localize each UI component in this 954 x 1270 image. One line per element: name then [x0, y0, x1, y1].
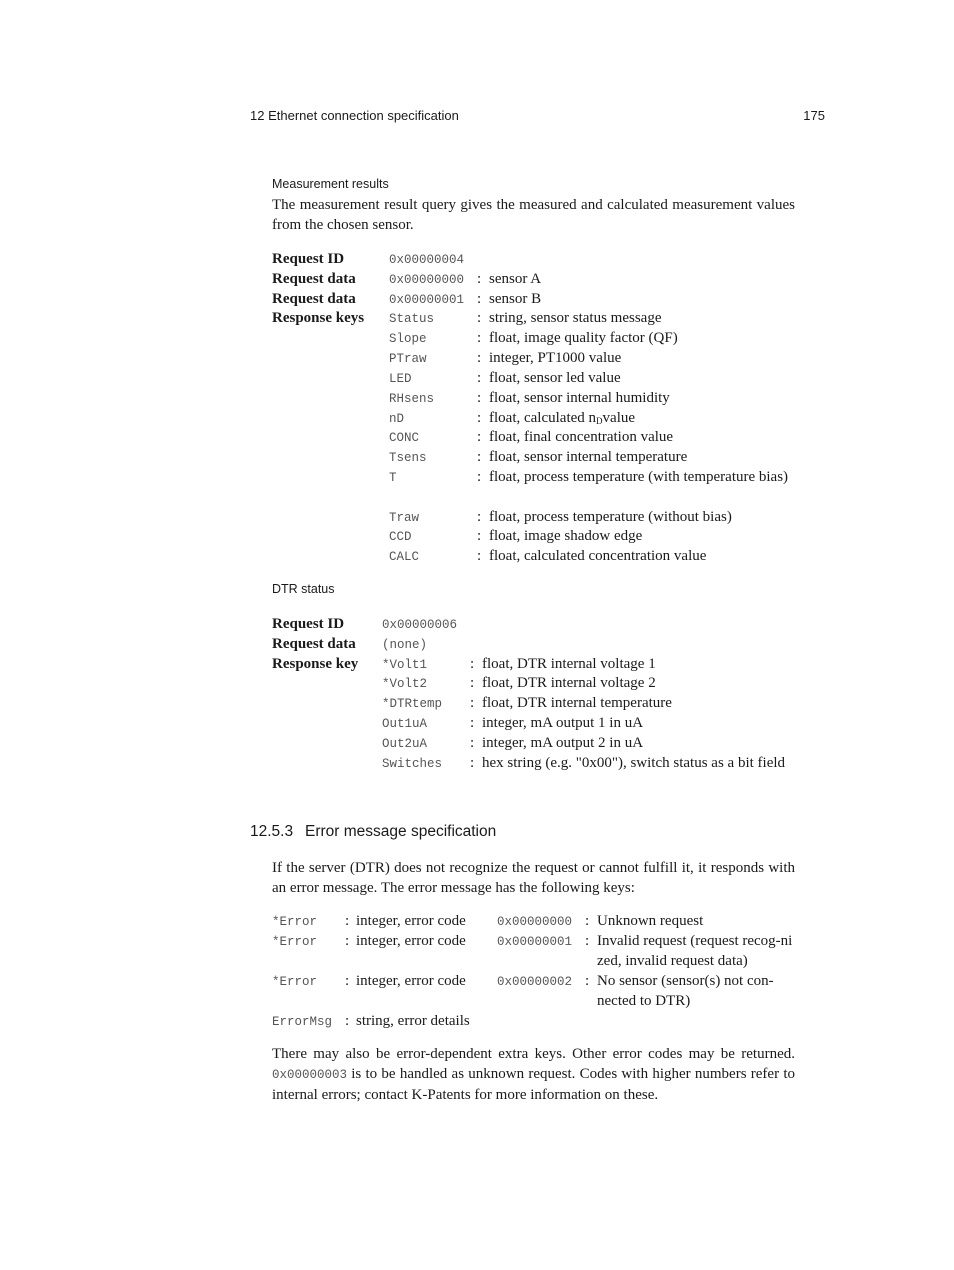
dtr-key-desc: float, DTR internal voltage 1 [482, 656, 656, 672]
error-desc: Unknown request [597, 913, 704, 929]
response-key-row: Tsens : float, sensor internal temperature [272, 447, 795, 467]
chapter-title: 12 Ethernet connection specification [250, 108, 459, 123]
dtr-key-desc: integer, mA output 1 in uA [482, 715, 644, 731]
closing-sentence-1: There may also be error-dependent extra keys. Other error codes may be returned. [272, 1046, 795, 1062]
dtr-key-code: *DTRtemp [382, 697, 443, 711]
dtr-key-code: Out1uA [382, 717, 428, 731]
error-key: *Error [272, 935, 318, 949]
response-key-desc: float, calculated $n_Dvalue$ [489, 410, 636, 426]
response-key-desc: float, sensor internal humidity [489, 390, 670, 406]
request-data-row: Request data 0x00000001 : sensor B [272, 289, 795, 309]
error-row: *Error : integer, error code 0x00000001 : Invalid request (request recog-nized, invalid request data) [272, 931, 795, 971]
response-key-row: CALC : float, calculated concentration value [272, 546, 795, 566]
dtr-request-data-label: Request data [272, 636, 356, 652]
request-data-label: Request data [272, 271, 356, 287]
error-type: integer, error code [356, 973, 466, 989]
response-key-code: RHsens [389, 392, 435, 406]
error-key: ErrorMsg [272, 1015, 333, 1029]
error-desc: Invalid request (request recog-nized, invalid request data) [597, 933, 793, 969]
response-key-desc: float, process temperature (with temperature bias) [489, 469, 789, 485]
dtr-key-code: *Volt2 [382, 677, 428, 691]
error-closing [272, 1044, 795, 1105]
response-key-code: T [389, 471, 397, 485]
response-key-row: CCD : float, image shadow edge [272, 526, 795, 546]
response-key-desc: float, process temperature (without bias) [489, 509, 732, 525]
error-key: *Error [272, 975, 318, 989]
error-code: 0x00000001 [497, 935, 573, 949]
page-number: 175 [803, 108, 825, 123]
dtr-key-code: Out2uA [382, 737, 428, 751]
response-key-code: LED [389, 372, 412, 386]
response-key-code: Traw [389, 511, 420, 525]
dtr-response-key-row: Switches : hex string (e.g. "0x00"), switch status as a bit field [272, 753, 795, 793]
dtr-key-code: Switches [382, 757, 443, 771]
measurement-title: Measurement results [272, 177, 389, 191]
section-number: 12.5.3 [250, 823, 294, 840]
dtr-response-key-row: *Volt2 : float, DTR internal voltage 2 [272, 673, 795, 693]
request-data-code: 0x00000001 [389, 293, 465, 307]
error-code: 0x00000002 [497, 975, 573, 989]
response-key-row: LED : float, sensor led value [272, 368, 795, 388]
request-data-label: Request data [272, 291, 356, 307]
request-data-desc: sensor A [489, 271, 542, 287]
error-key: *Error [272, 915, 318, 929]
dtr-request-id-label: Request ID [272, 616, 345, 632]
response-key-row: T : float, process temperature (with temperature bias) [272, 467, 795, 507]
response-key-row: PTraw : integer, PT1000 value [272, 348, 795, 368]
error-type: integer, error code [356, 933, 466, 949]
dtr-response-key-row: Out1uA : integer, mA output 1 in uA [272, 713, 795, 733]
running-header [250, 108, 825, 126]
dtr-key-desc: integer, mA output 2 in uA [482, 735, 644, 751]
dtr-request-data-row [272, 634, 795, 654]
response-key-code: CCD [389, 530, 412, 544]
response-key-row: RHsens : float, sensor internal humidity [272, 388, 795, 408]
dtr-title: DTR status [272, 582, 335, 596]
dtr-response-key-label: Response key [272, 656, 359, 672]
response-key-desc: float, image shadow edge [489, 528, 643, 544]
request-id-row [272, 249, 795, 269]
request-id-value: 0x00000004 [389, 253, 465, 267]
response-key-row: Traw : float, process temperature (without bias) [272, 507, 795, 527]
response-key-desc: float, sensor internal temperature [489, 449, 688, 465]
response-key-desc: float, sensor led value [489, 370, 621, 386]
dtr-response-key-row: Response key *Volt1 : float, DTR internal voltage 1 [272, 654, 795, 674]
error-code: 0x00000000 [497, 915, 573, 929]
response-key-code: Status [389, 312, 435, 326]
dtr-key-desc: float, DTR internal temperature [482, 695, 672, 711]
response-key-code: PTraw [389, 352, 427, 366]
measurement-intro: The measurement result query gives the measured and calculated measurement values from the chosen sensor. [272, 197, 795, 233]
response-key-desc: integer, PT1000 value [489, 350, 622, 366]
dtr-request-id-value: 0x00000006 [382, 618, 458, 632]
dtr-request-id-row [272, 614, 795, 634]
section-title: Error message specification [305, 823, 497, 840]
dtr-key-desc: hex string (e.g. "0x00"), switch status as a bit field [482, 755, 786, 771]
response-keys-label: Response keys [272, 310, 365, 326]
dtr-key-code: *Volt1 [382, 658, 428, 672]
dtr-request-data-value: (none) [382, 638, 428, 652]
response-key-row: Response keys Status : string, sensor status message [272, 308, 795, 328]
response-key-desc: string, sensor status message [489, 310, 662, 326]
response-key-code: Slope [389, 332, 427, 346]
request-id-label: Request ID [272, 251, 345, 267]
response-key-desc: float, final concentration value [489, 429, 674, 445]
response-key-code: Tsens [389, 451, 427, 465]
request-data-row: Request data 0x00000000 : sensor A [272, 269, 795, 289]
request-data-code: 0x00000000 [389, 273, 465, 287]
dtr-response-key-row: *DTRtemp : float, DTR internal temperature [272, 693, 795, 713]
error-intro: If the server (DTR) does not recognize the request or cannot fulfill it, it responds with an error message. The error message has the following keys: [272, 860, 795, 896]
closing-code: 0x00000003 [272, 1068, 348, 1082]
response-key-code: nD [389, 412, 405, 426]
response-key-row: CONC : float, final concentration value [272, 427, 795, 447]
response-key-code: CONC [389, 431, 420, 445]
error-type: integer, error code [356, 913, 466, 929]
response-key-desc: float, image quality factor (QF) [489, 330, 678, 346]
error-row: *Error : integer, error code 0x00000000 : Unknown request [272, 911, 795, 931]
response-key-desc: float, calculated concentration value [489, 548, 707, 564]
request-data-desc: sensor B [489, 291, 542, 307]
section-heading [250, 823, 496, 841]
dtr-response-key-row: Out2uA : integer, mA output 2 in uA [272, 733, 795, 753]
dtr-key-desc: float, DTR internal voltage 2 [482, 675, 656, 691]
response-key-code: CALC [389, 550, 420, 564]
response-key-row: nD : float, calculated $n_Dvalue$ [272, 408, 795, 428]
error-row: *Error : integer, error code 0x00000002 : No sensor (sensor(s) not con-nected to DTR) [272, 971, 795, 1011]
error-type: string, error details [356, 1013, 470, 1029]
closing-sentence-2: is to be handled as unknown request. Codes with higher numbers refer to internal errors; contact K-Patents for more information on these. [272, 1066, 795, 1103]
response-key-row: Slope : float, image quality factor (QF) [272, 328, 795, 348]
error-desc: No sensor (sensor(s) not con-nected to DTR) [597, 973, 774, 1009]
error-row: ErrorMsg : string, error details [272, 1011, 795, 1031]
